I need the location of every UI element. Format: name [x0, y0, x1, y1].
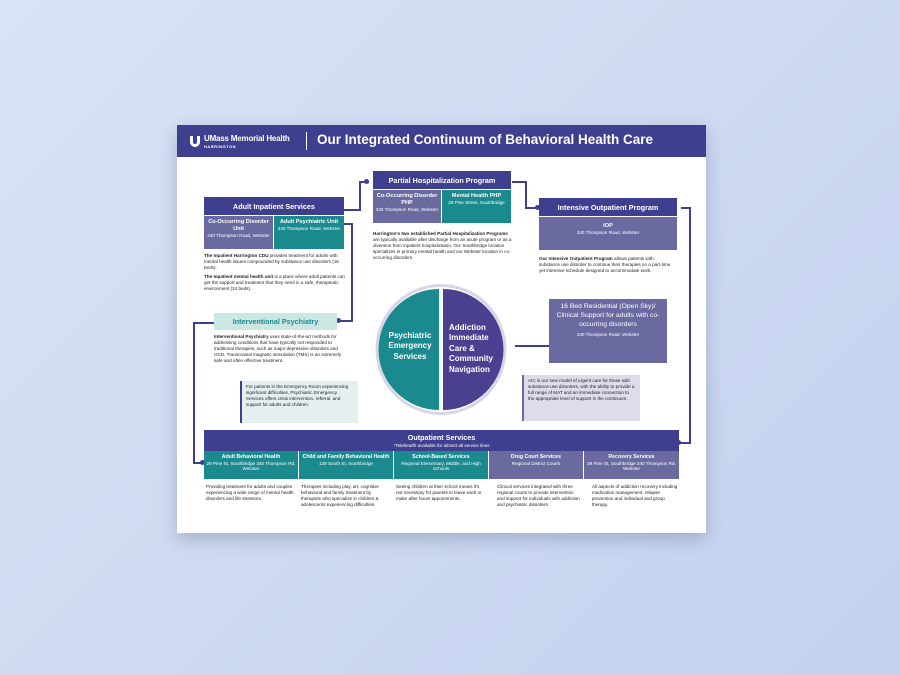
column-name: Drug Court Services: [510, 454, 562, 460]
central-circle: [367, 283, 515, 416]
iop-title: Intensive Outpatient Program: [539, 198, 677, 216]
interventional-description: [214, 334, 342, 364]
column-address: 139 South St, Southbridge: [319, 460, 373, 466]
cdu-text: provides treatment for adults with mental health issues compounded by substance use disorders (16 beds).: [204, 253, 339, 270]
column-address: Regional District Courts: [511, 460, 561, 466]
connector-line: [193, 322, 195, 464]
iop-box: [539, 217, 677, 250]
residential-box: [549, 299, 667, 363]
column-address: Regional Elementary, Middle, and High Schools: [401, 460, 481, 472]
column-address: 29 Pine St, Southbridge 340 Thompson Rd, Webster: [587, 460, 676, 472]
php-text: are typically available after discharge from an acute program or as a diversion from inpatient hospitalization. Our Southbridge location specializes in primary mental health and our Webster location in co-occurring disorders.: [373, 236, 512, 260]
unit-name: Co-Occurring Disorder Unit: [208, 219, 269, 232]
connector-line: [512, 181, 526, 183]
header-divider: [306, 132, 307, 150]
outpatient-column-box: [489, 451, 583, 479]
connector-line: [359, 181, 361, 211]
interventional-text: uses state-of-the-art methods for addressing conditions that have typically not responded to traditional therapies, such as major depressive disorders and OCD. Transcranial magnetic stimulation (TMS) is an extremely safe and often effective treatment.: [214, 334, 342, 363]
outpatient-column-description: Clinical services integrated with three regional courts to provide intervention and support for individuals with addiction and psychiatric disorders.: [497, 484, 580, 507]
adult-inpatient-description: [204, 253, 347, 292]
connector-line: [689, 207, 691, 444]
php-description: [373, 231, 513, 261]
emergency-services-note: For patients in the Emergency Room experiencing significant difficulties, Psychiatric Emergency Services offers crisis intervention, referral, and support for adults and children.: [240, 381, 358, 423]
connector-line: [351, 223, 353, 322]
outpatient-column-box: [204, 451, 298, 479]
iop-text: allows patients with substance use disorder to continue their therapies on a part-time yet intensive schedule designed to accommodate work.: [539, 256, 671, 273]
mental-health-php-box: [442, 190, 511, 223]
unit-name: IOP: [603, 223, 613, 229]
php-label: Harrington's two established Partial Hospitalization Programs: [373, 231, 508, 236]
co-occurring-php-box: [373, 190, 441, 223]
outpatient-column-description: All aspects of addiction recovery including medication management, relapse prevention and individual and group therapy.: [592, 484, 678, 507]
outpatient-column-description: Seeing children at their school means it's not necessary for parents to leave work or make after hours appointments.: [396, 484, 482, 501]
adult-inpatient-title: Adult Inpatient Services: [204, 197, 344, 215]
poster-header: [177, 125, 706, 157]
column-name: School-Based Services: [412, 454, 470, 460]
unit-name: Adult Psychiatric Unit: [279, 219, 339, 225]
connector-dot: [364, 179, 369, 184]
mh-unit-description: [204, 274, 347, 292]
unit-address: 340 Thompson Road, Webster: [207, 232, 270, 238]
unit-name: Co-Occurring Disorder PHP: [376, 193, 438, 206]
iop-label: Our Intensive Outpatient Program: [539, 256, 613, 261]
cdu-description: [204, 253, 347, 271]
column-name: Child and Family Behavioral Health: [302, 454, 390, 460]
logo-name: UMass Memorial Health: [204, 134, 290, 143]
aic-label: Addiction Immediate Care & Community Navigation: [449, 323, 493, 374]
aic-description: AIC is our new model of urgent care for those with substance use disorders, with the ability to provide a full range of MAT and an immediate connection to the appropriate level of support in the continuum.: [522, 375, 640, 421]
mh-unit-label: The Inpatient mental health unit: [204, 273, 274, 279]
column-name: Adult Behavioral Health: [221, 454, 281, 460]
connector-line: [515, 345, 549, 347]
unit-name: Mental Health PHP: [451, 193, 502, 199]
interventional-psychiatry-title: Interventional Psychiatry: [214, 313, 337, 330]
unit-address: 340 Thompson Road, Webster: [277, 225, 341, 231]
outpatient-column-box: [299, 451, 393, 479]
page-title: Our Integrated Continuum of Behavioral Health Care: [317, 132, 654, 147]
outpatient-column-box: [394, 451, 488, 479]
php-title: Partial Hospitalization Program: [373, 171, 511, 189]
logo-subtitle: HARRINGTON: [204, 144, 237, 149]
unit-address: 29 Pine Street, Southbridge: [448, 199, 505, 205]
connector-line: [193, 322, 215, 324]
column-address: 29 Pine St, Southbridge 340 Thompson Rd, Webster: [206, 460, 296, 472]
residential-title: 16 Bed Residential (Open Sky)/ Clinical Support for adults with co-occurring disorders: [556, 303, 660, 328]
psychiatric-emergency-label: Psychiatric Emergency Services: [388, 331, 432, 361]
iop-description: [539, 256, 674, 274]
residential-address: 340 Thompson Road, Webster: [576, 332, 640, 338]
cdu-label: The Inpatient Harrington CDU: [204, 253, 269, 258]
continuum-poster: [177, 125, 706, 533]
outpatient-column-description: Providing treatment for adults and couples experiencing a wide range of mental health disorders and life stressors.: [206, 484, 294, 501]
adult-psychiatric-unit-box: [274, 216, 344, 249]
umass-logo-icon: [189, 135, 201, 147]
interventional-label: Interventional Psychiatry: [214, 334, 269, 339]
outpatient-header: [204, 430, 679, 451]
unit-address: 340 Thompson Road, Webster: [576, 229, 640, 235]
unit-address: 340 Thompson Road, Webster: [375, 206, 439, 212]
outpatient-column-description: Therapies including play, art, cognitive behavioral and family treatment by therapists who specialize in children & adolescents experiencing difficulties.: [301, 484, 379, 507]
column-name: Recovery Services: [608, 454, 655, 460]
connector-line: [525, 181, 527, 209]
outpatient-column-box: [584, 451, 679, 479]
outpatient-title: Outpatient Services: [407, 433, 476, 442]
connector-line: [339, 320, 353, 322]
mh-unit-text: is a place where adult patients can get the support and treatment that they need in a safe, therapeutic environment (24 beds).: [204, 273, 345, 291]
co-occurring-unit-box: [204, 216, 273, 249]
outpatient-note: *Telehealth available for almost all service lines: [393, 443, 490, 448]
